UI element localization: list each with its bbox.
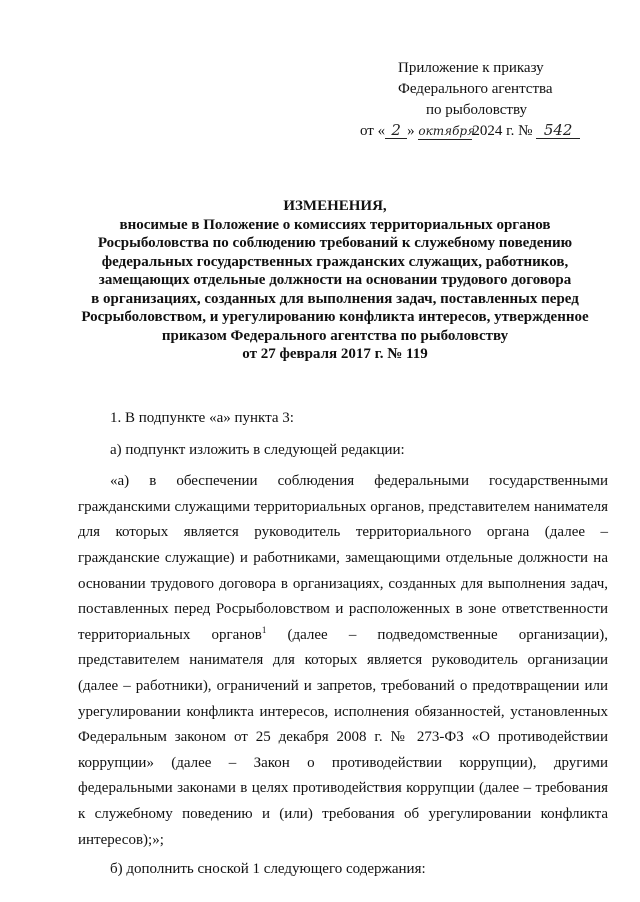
appendix-line-2: Федерального агентства xyxy=(398,81,553,97)
appendix-line-1: Приложение к приказу xyxy=(398,60,544,76)
item-b: б) дополнить сноской 1 следующего содержания: xyxy=(110,861,426,878)
title-line: федеральных государственных гражданских служащих, работников, xyxy=(101,253,569,270)
footnote-mark: 1 xyxy=(261,624,267,635)
title-line: Росрыболовства по соблюдению требований к служебному поведению xyxy=(97,235,573,251)
date-year: 2024 г. № xyxy=(472,123,533,139)
date-prefix: от « xyxy=(360,123,386,139)
quoted-subparagraph xyxy=(78,469,608,853)
document-title xyxy=(70,197,600,364)
quote-text-part-1: «а) в обеспечении соблюдения федеральными государственными гражданскими служащими территориальных органов, представителем нанимателя для которых является руководитель территориального органа (далее – гражданские служащие) и работниками, замещающими отдельные должности на основании трудового договора в организациях, созданных для выполнения задач, поставленных перед Росрыболовством и расположенных в зоне ответственности территориальных органов xyxy=(78,473,608,643)
document-body xyxy=(78,406,608,883)
handwritten-day: 2 xyxy=(385,123,407,139)
quote-text-part-2: (далее – подведомственные организации), представителем нанимателя для которых является руководитель организации (далее – работники), ограничений и запретов, требований о предотвращении или урегулировании конфликта интересов, исполнения обязанностей, установленных Федеральным законом от 25 декабря 2008 г. № 273-ФЗ «О противодействии коррупции» (далее – Закон о противодействии коррупции), другими федеральными законами в целях противодействия коррупции (далее – требования к служебному поведению и (или) требования об урегулировании конфликта интересов);»; xyxy=(78,626,608,848)
title-line: вносимые в Положение о комиссиях территориальных органов xyxy=(119,216,551,233)
handwritten-order-number: 542 xyxy=(536,123,580,139)
appendix-line-3: по рыболовству xyxy=(426,102,528,118)
title-heading: ИЗМЕНЕНИЯ, xyxy=(283,198,387,214)
appendix-header xyxy=(360,58,600,142)
item-1: 1. В подпункте «а» пункта 3: xyxy=(110,410,294,426)
handwritten-month: октября xyxy=(418,124,476,138)
item-a: а) подпункт изложить в следующей редакции: xyxy=(110,441,405,458)
title-line: от 27 февраля 2017 г. № 119 xyxy=(242,346,428,362)
title-line: замещающих отдельные должности на основании трудового договора xyxy=(98,272,572,288)
title-line: приказом Федерального агентства по рыболовству xyxy=(161,327,509,344)
title-line: в организациях, созданных для выполнения задач, поставленных перед xyxy=(91,290,579,307)
title-line: Росрыболовством, и урегулированию конфликта интересов, утвержденное xyxy=(81,309,589,325)
date-mid: » xyxy=(407,123,415,139)
order-date-line xyxy=(360,121,600,142)
